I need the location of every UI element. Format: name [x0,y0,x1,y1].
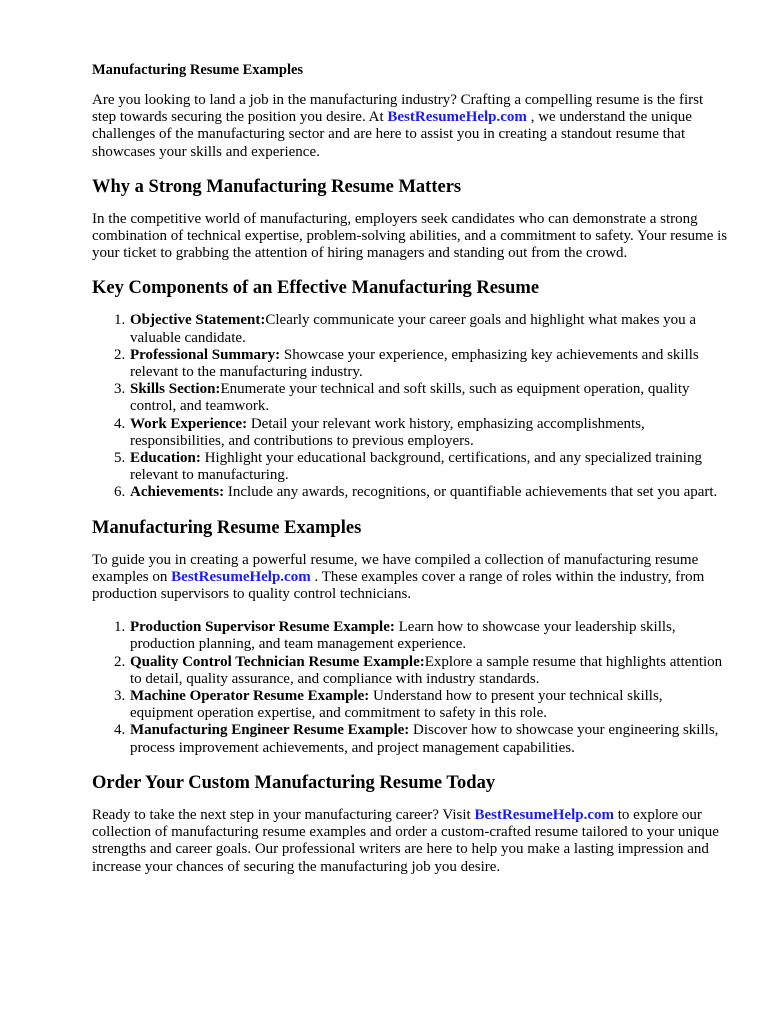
list-item-text: Discover how to showcase your engineering skills, process improvement achievements, and project management capabilities. [130,722,719,756]
section2-heading: Key Components of an Effective Manufacturing Resume [92,278,540,299]
section4-text-after: to explore our collection of manufacturing resume examples and order a custom-crafted resume tailored to your unique strengths and career goals. Our professional writers are here to help you make a lasting impression and increase your chances of securing the manufacturing job you desire. [92,806,719,875]
list-item-label: Machine Operator Resume Example: [130,688,370,705]
section3-text-after: . These examples cover a range of roles within the industry, from production supervisors to quality control technicians. [92,568,705,603]
section4-body [92,807,728,876]
list-item [129,722,728,756]
list-item-text: Highlight your educational background, certifications, and any specialized training relevant to manufacturing. [130,450,702,484]
section4-link[interactable]: BestResumeHelp.com [474,806,615,823]
list-item [129,484,728,501]
section4-text-before: Ready to take the next step in your manufacturing career? Visit [92,806,475,823]
list-item-label: Production Supervisor Resume Example: [130,619,395,636]
list-item [129,347,728,381]
intro-link[interactable]: BestResumeHelp.com [387,109,527,126]
intro-text-before: Are you looking to land a job in the manufacturing industry? Crafting a compelling resume is the first step towards securing the position you desire. At [92,92,704,126]
list-item [129,654,728,688]
section4-heading: Order Your Custom Manufacturing Resume Today [92,772,496,793]
list-item-label: Quality Control Technician Resume Example: [130,653,425,670]
section3-body [92,552,728,604]
list-item-text: Understand how to present your technical skills, equipment operation expertise, and commitment to safety in this role. [130,688,663,722]
list-item [129,416,728,450]
section1-heading: Why a Strong Manufacturing Resume Matters [92,176,462,197]
section1-body: In the competitive world of manufacturing, employers seek candidates who can demonstrate a strong combination of technical expertise, problem-solving abilities, and a commitment to safety. Your resume is your ticket to grabbing the attention of hiring managers and standing out from the crowd. [92,210,728,262]
list-item-label: Education: [130,450,201,467]
section3-link[interactable]: BestResumeHelp.com [171,568,311,585]
list-item-label: Manufacturing Engineer Resume Example: [130,722,410,739]
list-item-text: Clearly communicate your career goals and highlight what makes you a valuable candidate. [130,312,697,346]
list-item [129,450,728,484]
list-item-text: Detail your relevant work history, emphasizing accomplishments, responsibilities, and contributions to previous employers. [130,415,645,449]
list-item-text: Explore a sample resume that highlights attention to detail, quality assurance, and compliance with industry standards. [130,653,723,687]
components-list [92,312,728,501]
list-item-text: Learn how to showcase your leadership skills, production planning, and team management experience. [130,619,676,653]
section3-text-before: To guide you in creating a powerful resume, we have compiled a collection of manufacturing resume examples on [92,551,699,585]
intro-text-after: , we understand the unique challenges of the manufacturing sector and are here to assist you in creating a standout resume that showcases your skills and experience. [92,109,692,160]
list-item-label: Achievements: [130,484,225,501]
list-item-label: Work Experience: [130,415,248,432]
list-item-text: Showcase your experience, emphasizing key achievements and skills relevant to the manufacturing industry. [130,346,699,381]
list-item-label: Objective Statement: [130,312,266,329]
examples-list [92,619,728,757]
list-item-label: Skills Section: [130,381,221,398]
list-item [129,312,728,346]
intro-paragraph [92,92,728,161]
list-item-label: Professional Summary: [130,346,281,363]
list-item-text: Include any awards, recognitions, or quantifiable achievements that set you apart. [224,484,718,501]
list-item [129,688,728,722]
section3-heading: Manufacturing Resume Examples [92,517,362,538]
list-item [129,381,728,415]
list-item-text: Enumerate your technical and soft skills, such as equipment operation, quality control, and teamwork. [130,381,690,415]
list-item [129,619,728,653]
document-title: Manufacturing Resume Examples [92,62,304,78]
